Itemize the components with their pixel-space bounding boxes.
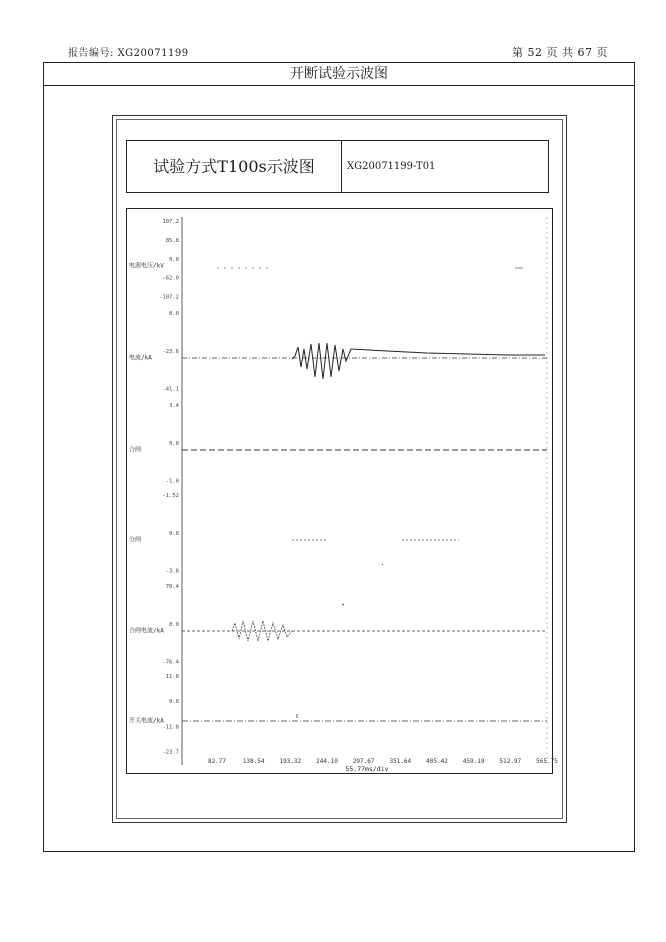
y-tick-0-4: -107.2: [159, 294, 179, 301]
channel-name-3: 分闸: [129, 536, 142, 544]
channel-name-0: 电源电压/kV: [129, 262, 164, 270]
x-tick-0: 82.77: [207, 758, 227, 765]
record-id: XG20071199-T01: [347, 161, 436, 172]
x-tick-9: 565.75: [536, 758, 558, 765]
record-title: 试验方式T100s示波图: [127, 141, 342, 192]
y-tick-1-1: -23.6: [162, 348, 179, 355]
y-tick-2-2: -1.0: [165, 478, 179, 485]
mark-c: [382, 564, 383, 565]
y-tick-4-0: 70.4: [165, 584, 179, 590]
page-suffix: 页: [596, 46, 608, 59]
y-tick-5-2: -11.8: [162, 724, 179, 731]
page-prefix: 第: [512, 46, 524, 59]
record-header: [126, 140, 549, 193]
y-tick-0-1: 85.8: [165, 237, 179, 244]
channel-name-1: 电流/kA: [129, 354, 152, 362]
page-counter: [512, 44, 608, 60]
x-tick-2: 193.32: [279, 758, 302, 765]
y-tick-2-1: 0.0: [169, 440, 179, 447]
y-tick-1-2: -41.1: [162, 386, 179, 393]
x-tick-7: 459.19: [462, 758, 485, 765]
y-tick-2-0: 3.4: [169, 403, 179, 409]
page-total: 67: [577, 46, 593, 59]
y-tick-0-2: 0.0: [169, 256, 179, 263]
x-tick-4: 297.67: [352, 758, 375, 765]
y-tick-5-1: 0.0: [169, 699, 179, 706]
channel-name-2: 合闸: [129, 446, 142, 454]
y-tick-0-0: 107.2: [162, 219, 179, 225]
report-number-label: 报告编号:: [68, 48, 114, 59]
channel-name-5: 开关电流/kA: [129, 717, 164, 725]
y-tick-1-0: 0.0: [169, 311, 179, 317]
y-tick-4-2: -76.4: [162, 659, 179, 666]
y-tick-3-2: -3.8: [165, 568, 179, 575]
page-title: 开断试验示波图: [290, 66, 388, 82]
page-mid: 页 共: [546, 46, 574, 59]
x-axis-label: 55.77ms/div: [345, 765, 389, 773]
x-tick-1: 138.54: [242, 758, 265, 765]
report-number-value: XG20071199: [117, 48, 189, 59]
y-tick-3-1: 0.0: [169, 530, 179, 537]
x-tick-3: 244.10: [316, 758, 338, 765]
current-trace: [292, 343, 545, 379]
channel-name-4: 合闸电流/kA: [129, 627, 164, 635]
title-bar: [43, 62, 635, 86]
report-number: [68, 44, 189, 59]
y-tick-5-3: -23.7: [162, 749, 179, 756]
oscillogram-plot: [126, 208, 558, 774]
y-tick-3-0: -1.52: [162, 493, 179, 499]
mark-b: [342, 604, 344, 605]
x-tick-5: 351.64: [389, 758, 412, 765]
oscillogram-svg: [127, 209, 558, 775]
y-tick-0-3: -62.0: [162, 275, 179, 282]
x-tick-8: 512.97: [499, 758, 522, 765]
y-tick-5-0: 11.8: [165, 674, 179, 680]
y-tick-4-1: 0.0: [169, 621, 179, 628]
x-tick-6: 405.42: [426, 758, 448, 765]
page-number: 52: [527, 46, 543, 59]
